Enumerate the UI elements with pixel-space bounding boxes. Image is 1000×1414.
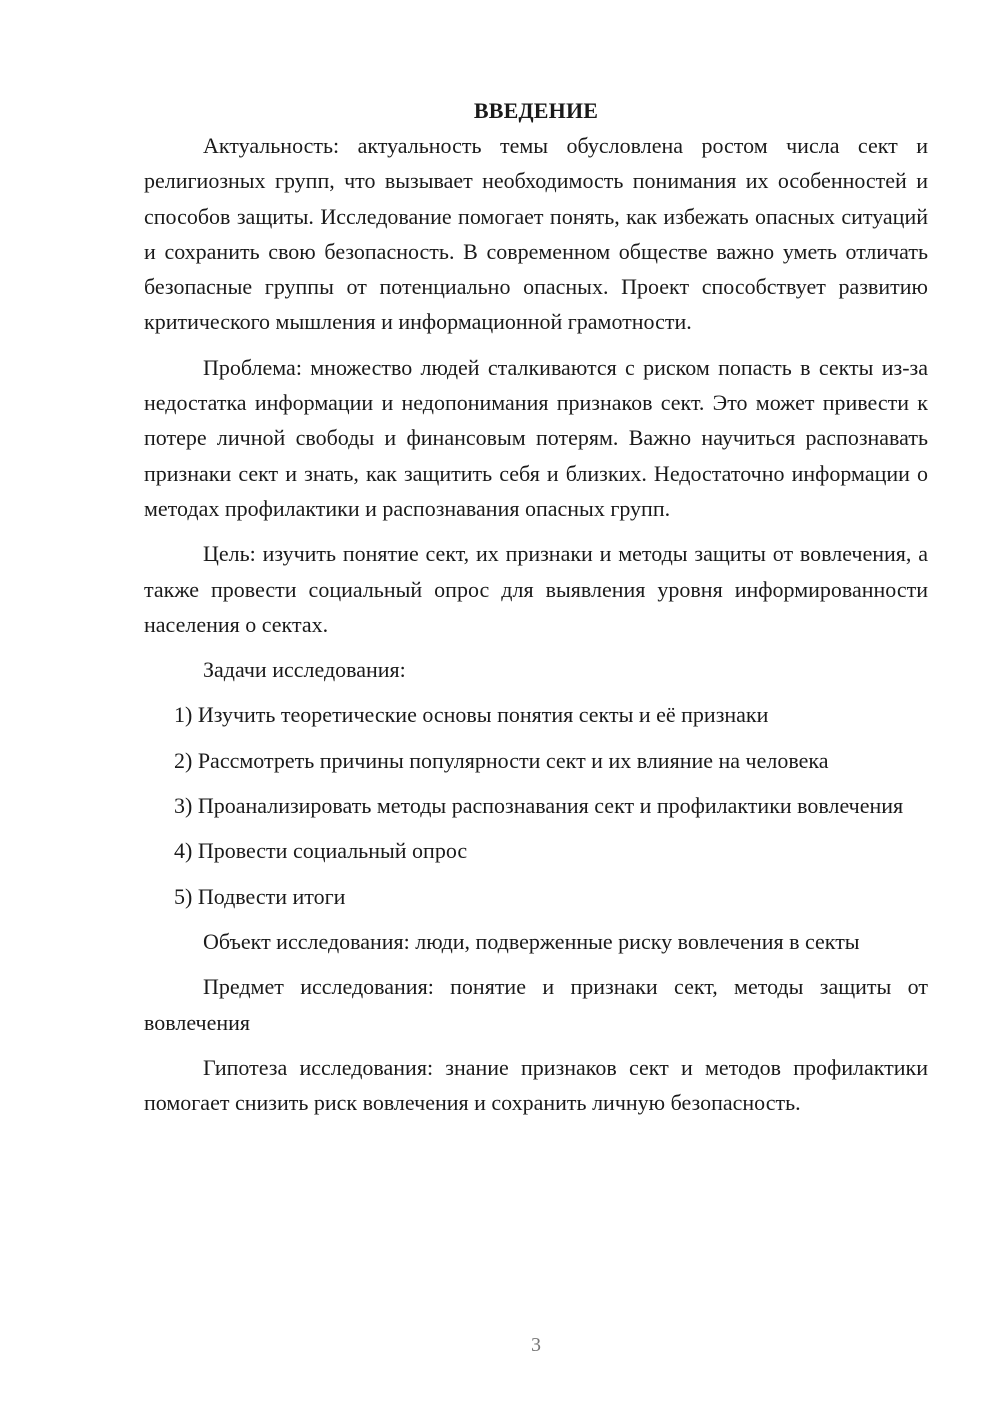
task-item-1: 1) Изучить теоретические основы понятия секты и её признаки [174, 702, 769, 728]
document-body [144, 96, 928, 1130]
task-item-5: 5) Подвести итоги [174, 883, 346, 909]
task-item-4: 4) Провести социальный опрос [174, 838, 468, 864]
goal-paragraph: Цель: изучить понятие сект, их признаки и методы защиты от вовлечения, а также провести социальный опрос для выявления уровня информированности населения о сектах. [144, 541, 928, 637]
problem-paragraph: Проблема: множество людей сталкиваются с риском попасть в секты из-за недостатка информации и недопонимания признаков сект. Это может привести к потере личной свободы и финансовым потерям. Важно научиться распознавать признаки сект и знать, как защитить себя и близких. Недостаточно информации о методах профилактики и распознавания опасных групп. [144, 354, 928, 521]
object-paragraph: Объект исследования: люди, подверженные риску вовлечения в секты [203, 928, 860, 954]
section-title: ВВЕДЕНИЕ [473, 98, 599, 123]
task-item-2: 2) Рассмотреть причины популярности сект и их влияние на человека [174, 747, 829, 773]
tasks-heading: Задачи исследования: [203, 657, 406, 683]
relevance-paragraph: Актуальность: актуальность темы обусловлена ростом числа сект и религиозных групп, что вызывает необходимость понимания их особенностей и способов защиты. Исследование помогает понять, как избежать опасных ситуаций и сохранить свою безопасность. В современном обществе важно уметь отличать безопасные группы от потенциально опасных. Проект способствует развитию критического мышления и информационной грамотности. [144, 133, 928, 335]
hypothesis-paragraph: Гипотеза исследования: знание признаков сект и методов профилактики помогает снизить риск вовлечения и сохранить личную безопасность. [144, 1054, 928, 1116]
task-item-3: 3) Проанализировать методы распознавания сект и профилактики вовлечения [174, 793, 904, 819]
subject-paragraph: Предмет исследования: понятие и признаки сект, методы защиты от вовлечения [144, 974, 928, 1035]
page-number: 3 [531, 1334, 541, 1356]
